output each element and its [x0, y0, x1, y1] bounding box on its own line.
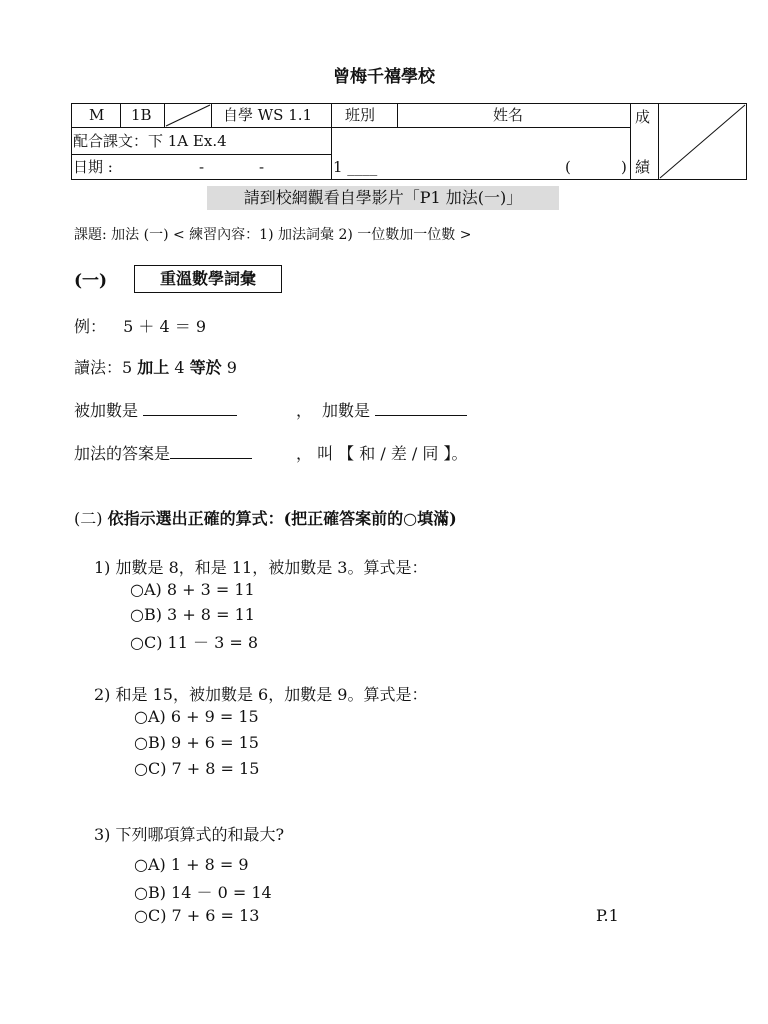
section1-title: 重溫數學詞彙	[134, 265, 282, 293]
q1-option-b[interactable]: ○B) 3 + 8 = 11	[130, 605, 255, 624]
q3-option-c[interactable]: ○C) 7 + 6 = 13	[134, 906, 260, 925]
augend-label: 被加數是	[74, 401, 144, 420]
school-name: 曾梅千禧學校	[333, 67, 435, 87]
header-table	[71, 103, 747, 180]
example-equation: 5 ＋ 4 ＝ 9	[123, 317, 206, 336]
page-number: P.1	[596, 906, 619, 925]
video-banner: 請到校網觀看自學影片「P1 加法(一)」	[207, 186, 559, 210]
answer-label: 加法的答案是	[74, 444, 171, 463]
q2-option-b[interactable]: ○B) 9 + 6 = 15	[134, 733, 259, 752]
m-label: M	[89, 106, 105, 124]
topic-line: 課題: 加法 (一) < 練習內容：1) 加法詞彙 2) 一位數加一位數 >	[74, 227, 472, 243]
ws-label: 自學 WS 1.1	[223, 106, 313, 124]
q2-option-a[interactable]: ○A) 6 + 9 = 15	[134, 707, 259, 726]
score-label-1: 成	[635, 108, 651, 126]
section2-header	[74, 506, 457, 529]
q3-option-b[interactable]: ○B) 14 － 0 = 14	[134, 883, 272, 902]
question-1: 1) 加數是 8，和是 11，被加數是 3。算式是：	[94, 558, 428, 577]
date-separator-2: -	[259, 158, 265, 176]
class-code: 1B	[131, 106, 152, 124]
question-2: 2) 和是 15，被加數是 6，加數是 9。算式是：	[94, 685, 428, 704]
section1-number: (一)	[74, 271, 108, 291]
q3-option-a[interactable]: ○A) 1 + 8 = 9	[134, 855, 249, 874]
augend-blank[interactable]	[143, 401, 237, 416]
augend-row	[74, 398, 237, 421]
date-separator-1: -	[199, 158, 205, 176]
name-label: 姓名	[493, 106, 524, 124]
q2-option-c[interactable]: ○C) 7 + 8 = 15	[134, 759, 260, 778]
class-value: 1 ____	[333, 158, 378, 176]
read-end: 9	[221, 358, 237, 377]
q1-option-a[interactable]: ○A) 8 + 3 = 11	[130, 580, 255, 599]
addend-label: 加數是	[322, 401, 376, 420]
q1-option-c[interactable]: ○C) 11 － 3 = 8	[130, 633, 259, 652]
example-label: 例：	[74, 317, 107, 336]
date-label: 日期 :	[73, 158, 113, 176]
class-number-open: (	[565, 158, 571, 176]
read-plus: 加上	[137, 358, 170, 377]
addend-blank[interactable]	[375, 401, 467, 416]
answer-blank[interactable]	[170, 444, 252, 459]
class-label: 班別	[345, 106, 376, 124]
section2-number: (二)	[74, 509, 108, 528]
score-diagonal	[658, 103, 747, 180]
read-label: 讀法：5	[74, 358, 138, 377]
read-row	[74, 355, 237, 378]
read-mid: 4	[169, 358, 190, 377]
question-3: 3) 下列哪項算式的和最大?	[94, 825, 285, 844]
textbook-label: 配合課文：下 1A Ex.4	[73, 132, 227, 150]
addend-row	[322, 398, 467, 421]
answer-row	[74, 441, 252, 464]
section2-title: 依指示選出正確的算式：(把正確答案前的○填滿)	[107, 509, 457, 528]
class-number-close: )	[621, 158, 627, 176]
score-label-2: 績	[635, 158, 651, 176]
call-choice[interactable]: ， 叫 【 和 / 差 / 同 】。	[296, 444, 468, 463]
example-row	[74, 314, 206, 337]
comma: ，	[296, 401, 313, 420]
read-equals: 等於	[189, 358, 222, 377]
diagonal-slash	[164, 103, 212, 128]
